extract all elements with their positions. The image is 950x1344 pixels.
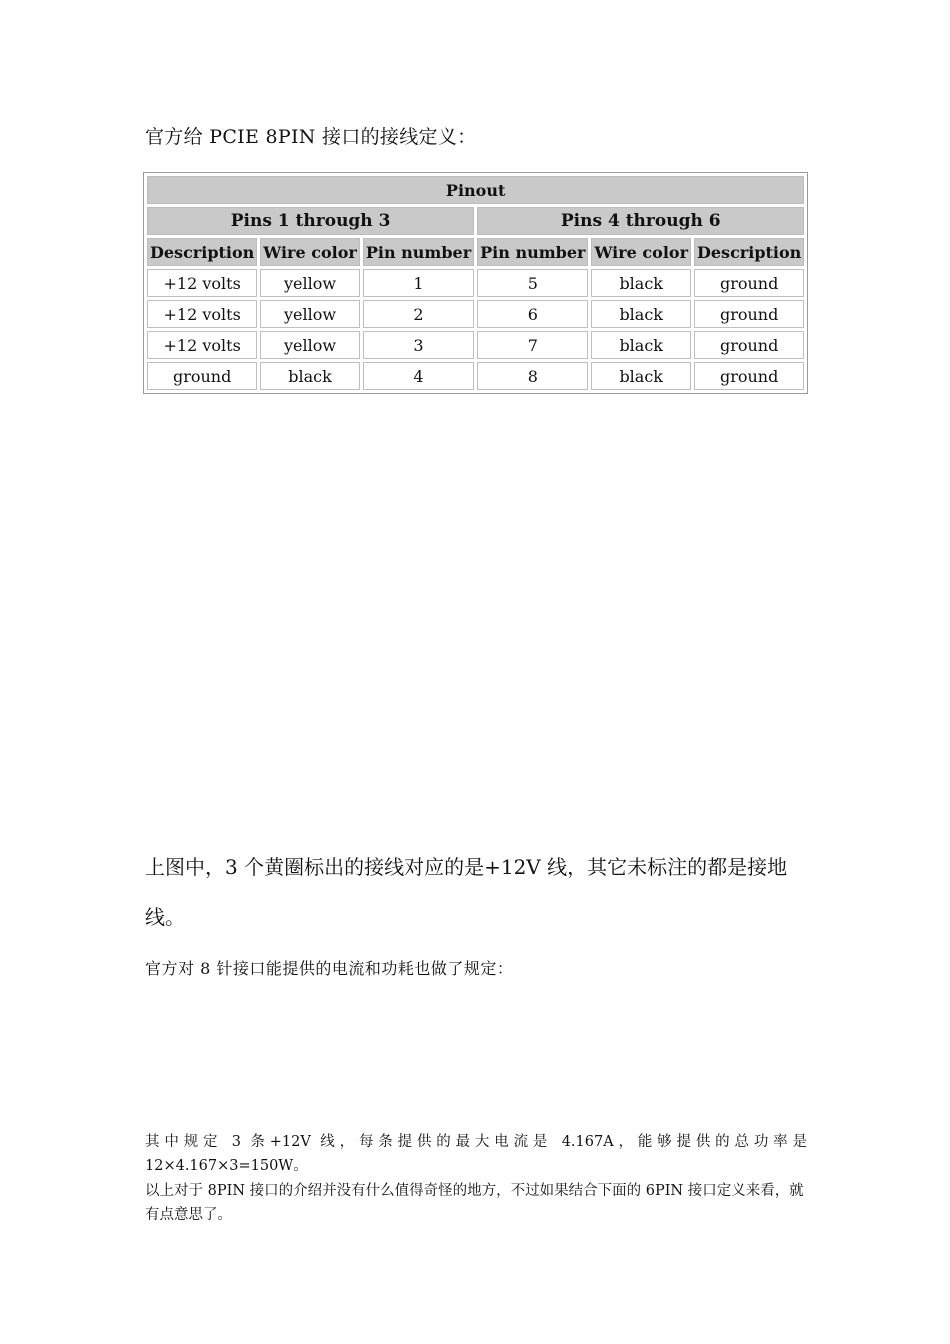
paragraph-current-power-intro: 官方对 8 针接口能提供的电流和功耗也做了规定： — [145, 959, 514, 978]
paragraph-plus12v-note: 上图中，3 个黄圈标出的接线对应的是+12V 线，其它未标注的都是接地线。 — [145, 855, 788, 929]
table-caption-row — [147, 176, 804, 204]
table-cell: 5 — [477, 269, 588, 297]
paragraph-6pin-comparison: 以上对于 8PIN 接口的介绍并没有什么值得奇怪的地方，不过如果结合下面的 6PIN 接口定义来看，就有点意思了。 — [145, 1183, 804, 1223]
table-cell: +12 volts — [147, 331, 257, 359]
column-header: Pin number — [363, 238, 474, 266]
table-row — [147, 362, 804, 390]
table-cell: 1 — [363, 269, 474, 297]
table-cell: yellow — [260, 300, 360, 328]
table-group-row — [147, 207, 804, 235]
table-cell: ground — [694, 362, 804, 390]
table-cell: 2 — [363, 300, 474, 328]
table-cell: black — [591, 300, 691, 328]
table-cell: ground — [694, 269, 804, 297]
table-cell: ground — [147, 362, 257, 390]
table-cell: ground — [694, 331, 804, 359]
column-header: Wire color — [260, 238, 360, 266]
column-header: Wire color — [591, 238, 691, 266]
group-header-pins-4-6: Pins 4 through 6 — [477, 207, 804, 235]
table-cell: 8 — [477, 362, 588, 390]
table-cell: 3 — [363, 331, 474, 359]
table-cell: yellow — [260, 269, 360, 297]
table-cell: black — [591, 331, 691, 359]
table-cell: black — [591, 362, 691, 390]
table-cell: 6 — [477, 300, 588, 328]
table-row — [147, 269, 804, 297]
table-cell: 4 — [363, 362, 474, 390]
table-cell: +12 volts — [147, 269, 257, 297]
table-cell: 7 — [477, 331, 588, 359]
intro-text: 官方给 PCIE 8PIN 接口的接线定义： — [145, 126, 477, 148]
table-row — [147, 331, 804, 359]
table-cell: ground — [694, 300, 804, 328]
paragraph-power-calculation: 其中规定 3 条+12V 线，每条提供的最大电流是 4.167A，能够提供的总功率是 12×4.167×3=150W。 — [145, 1134, 807, 1174]
table-cell: black — [591, 269, 691, 297]
table-cell: +12 volts — [147, 300, 257, 328]
column-header: Description — [147, 238, 257, 266]
column-header: Pin number — [477, 238, 588, 266]
table-row — [147, 300, 804, 328]
group-header-pins-1-3: Pins 1 through 3 — [147, 207, 474, 235]
table-caption: Pinout — [147, 176, 804, 204]
table-cell: yellow — [260, 331, 360, 359]
pinout-table — [143, 172, 808, 394]
table-header-row — [147, 238, 804, 266]
column-header: Description — [694, 238, 804, 266]
table-cell: black — [260, 362, 360, 390]
